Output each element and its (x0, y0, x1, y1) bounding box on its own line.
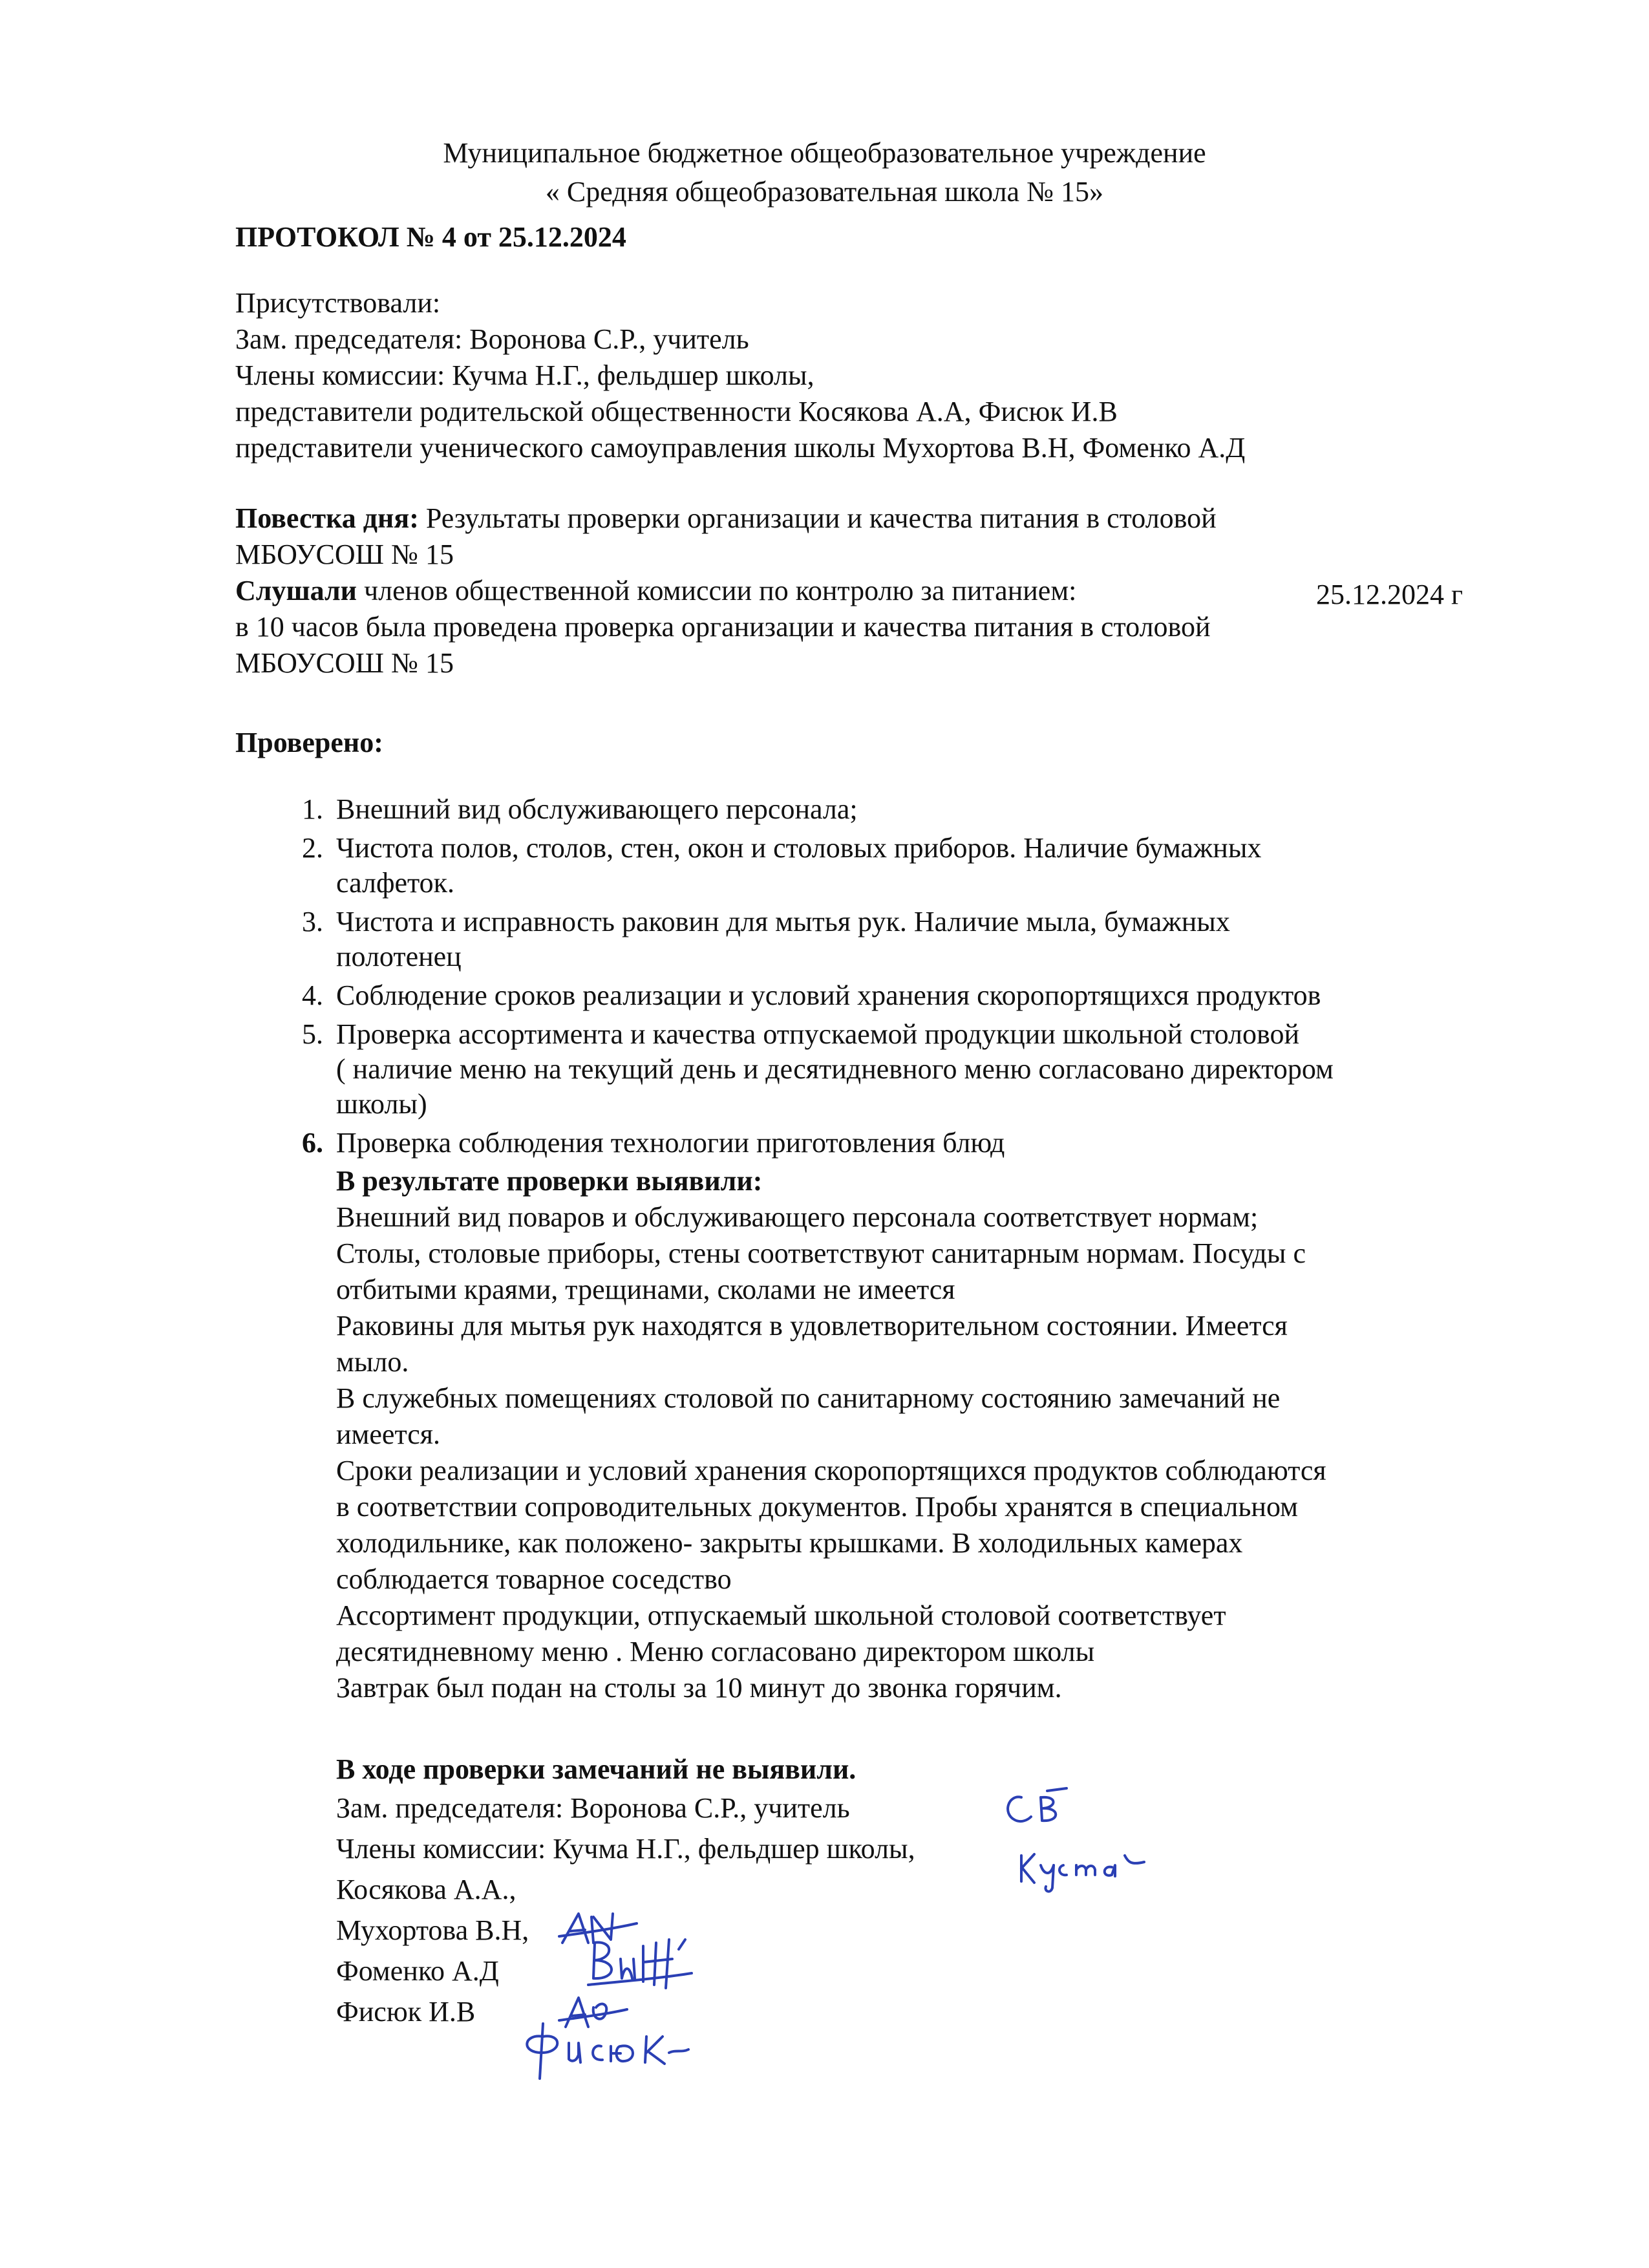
school-name: « Средняя общеобразовательная школа № 15» (545, 176, 1104, 208)
signature-line-kosyakova: Косякова А.А., (336, 1874, 516, 1905)
results-line: в соответствии сопроводительных документов. Пробы хранятся в специальном (336, 1491, 1298, 1523)
agenda-text: Результаты проверки организации и качества питания в столовой (418, 502, 1217, 534)
item-text: Чистота полов, столов, стен, окон и столовых приборов. Наличие бумажных (336, 832, 1262, 864)
institution-name: Муниципальное бюджетное общеобразовательное учреждение (443, 137, 1206, 169)
check-description: в 10 часов была проведена проверка организации и качества питания в столовой (235, 611, 1211, 643)
signature-kuchma (1015, 1836, 1157, 1903)
results-line: соблюдается товарное соседство (336, 1563, 732, 1595)
item-text-continued: полотенец (336, 941, 462, 972)
item-text: Чистота и исправность раковин для мытья рук. Наличие мыла, бумажных (336, 906, 1230, 937)
checked-heading: Проверено: (235, 727, 383, 758)
item-number: 5. (302, 1018, 323, 1050)
conclusion: В ходе проверки замечаний не выявили. (336, 1753, 856, 1785)
checklist (246, 792, 1500, 1164)
attendee-parents: представители родительской общественности Косякова А.А, Фисюк И.В (235, 396, 1118, 427)
signature-line-deputy: Зам. председателя: Воронова С.Р., учитель (336, 1792, 850, 1824)
item-number: 1. (302, 793, 323, 825)
attendee-deputy: Зам. председателя: Воронова С.Р., учитель (235, 323, 749, 355)
heard-date: 25.12.2024 г (1316, 579, 1463, 610)
attendee-members: Члены комиссии: Кучма Н.Г., фельдшер школы, (235, 359, 814, 391)
signature-line-mukhortova: Мухортова В.Н, (336, 1914, 529, 1946)
protocol-title: ПРОТОКОЛ № 4 от 25.12.2024 (235, 221, 626, 253)
heard-label: Слушали (235, 575, 357, 606)
results-line: Внешний вид поваров и обслуживающего персонала соответствует нормам; (336, 1201, 1259, 1233)
signature-line-fomenko: Фоменко А.Д (336, 1955, 499, 1987)
results-line: Столы, столовые приборы, стены соответствуют санитарным нормам. Посуды с (336, 1237, 1306, 1269)
results-line: отбитыми краями, трещинами, сколами не имеется (336, 1274, 955, 1305)
attendees-section (235, 286, 1245, 467)
item-number: 6. (302, 1127, 323, 1159)
results-line: Раковины для мытья рук находятся в удовлетворительном состоянии. Имеется (336, 1310, 1288, 1342)
item-number: 4. (302, 979, 323, 1011)
results-line: имеется. (336, 1418, 440, 1450)
item-number: 2. (302, 832, 323, 864)
attendee-students: представители ученического самоуправления школы Мухортова В.Н, Фоменко А.Д (235, 432, 1246, 464)
results-line: десятидневному меню . Меню согласовано директором школы (336, 1636, 1095, 1667)
results-line: Завтрак был подан на столы за 10 минут до звонка горячим. (336, 1672, 1062, 1704)
agenda-text-continued: МБОУСОШ № 15 (235, 539, 454, 570)
signature-fisyuk (517, 2017, 705, 2097)
agenda-section (235, 501, 1502, 682)
heard-text: членов общественной комиссии по контролю за питанием: (357, 575, 1077, 606)
results-line: Сроки реализации и условий хранения скоропортящихся продуктов соблюдаются (336, 1455, 1326, 1486)
attendees-heading: Присутствовали: (235, 287, 441, 319)
checklist-item (246, 792, 1500, 827)
signature-line-fisyuk: Фисюк И.В (336, 1996, 476, 2027)
agenda-label: Повестка дня: (235, 502, 419, 534)
item-number: 3. (302, 906, 323, 937)
check-description-continued: МБОУСОШ № 15 (235, 647, 454, 679)
item-text-continued: ( наличие меню на текущий день и десятидневного меню согласовано директором (336, 1053, 1334, 1085)
checklist-item (246, 1017, 1500, 1122)
item-text-continued: школы) (336, 1088, 427, 1120)
document-header (0, 136, 1649, 213)
item-text: Проверка соблюдения технологии приготовления блюд (336, 1127, 1005, 1159)
signature-line-members: Члены комиссии: Кучма Н.Г., фельдшер школы, (336, 1833, 915, 1865)
results-heading: В результате проверки выявили: (336, 1165, 763, 1197)
results-line: мыло. (336, 1346, 409, 1378)
checklist-item (246, 831, 1500, 901)
item-text: Внешний вид обслуживающего персонала; (336, 793, 858, 825)
item-text: Проверка ассортимента и качества отпускаемой продукции школьной столовой (336, 1018, 1300, 1050)
results-line: В служебных помещениях столовой по санитарному состоянию замечаний не (336, 1382, 1281, 1414)
checklist-item (246, 1126, 1500, 1161)
item-text-continued: салфеток. (336, 867, 455, 899)
item-text: Соблюдение сроков реализации и условий хранения скоропортящихся продуктов (336, 979, 1321, 1011)
results-line: холодильнике, как положено- закрыты крышками. В холодильных камерах (336, 1527, 1243, 1559)
checklist-item (246, 978, 1500, 1013)
results-line: Ассортимент продукции, отпускаемый школьной столовой соответствует (336, 1599, 1226, 1631)
checklist-item (246, 904, 1500, 974)
results-section (336, 1164, 1500, 1707)
